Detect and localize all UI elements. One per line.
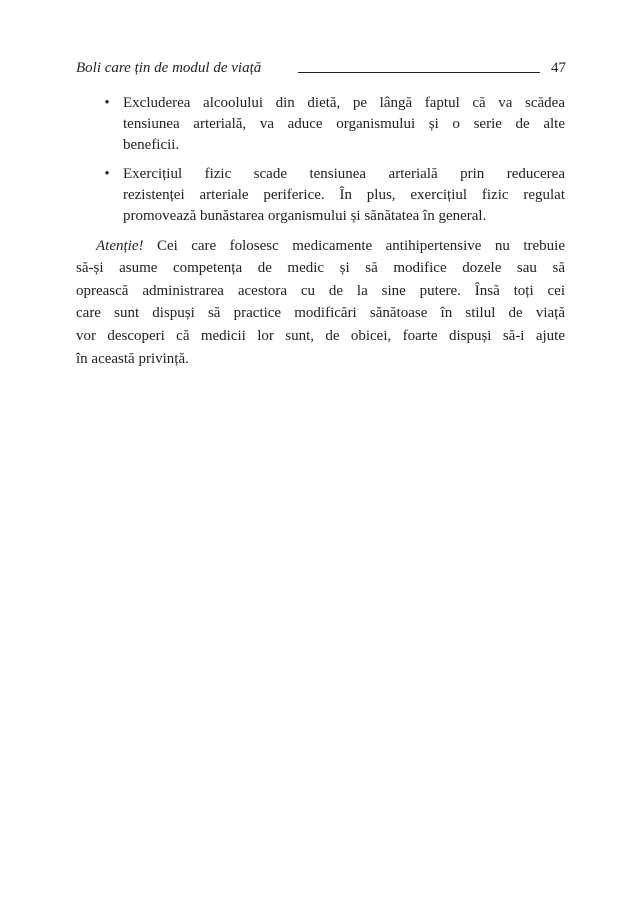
text-line: tensiunea arterială, va aduce organismului și o serie de alte bbox=[123, 115, 565, 132]
text-line: vor descoperi că medicii lor sunt, de obicei, foarte dispuși să-i ajute bbox=[76, 328, 565, 345]
text-line: promovează bunăstarea organismului și sănătatea în general. bbox=[123, 207, 487, 224]
bullet-marker: • bbox=[104, 165, 110, 182]
text-line bbox=[76, 235, 565, 258]
running-title: Boli care țin de modul de viață bbox=[76, 60, 262, 76]
page-number: 47 bbox=[551, 60, 566, 76]
text-line: oprească administrarea acestora cu de la sine putere. Însă toți cei bbox=[76, 282, 565, 299]
text-line-rest: Cei care folosesc medicamente antihipertensive nu trebuie bbox=[156, 237, 565, 254]
paragraph-lead: Atenție! bbox=[96, 237, 144, 254]
text-line: Exercițiul fizic scade tensiunea arterială prin reducerea bbox=[123, 165, 565, 182]
text-line: în această privință. bbox=[76, 350, 189, 367]
text-line: beneficii. bbox=[123, 136, 180, 153]
text-line: care sunt dispuși să practice modificări sănătoase în stilul de viață bbox=[76, 305, 565, 322]
text-line: să-și asume competența de medic și să modifice dozele sau să bbox=[76, 260, 565, 277]
bullet-item bbox=[123, 93, 565, 156]
bullet-marker: • bbox=[104, 94, 110, 111]
body-paragraph bbox=[76, 235, 565, 371]
bullet-item bbox=[123, 164, 565, 227]
text-line: Excluderea alcoolului din dietă, pe lângă faptul că va scădea bbox=[123, 94, 565, 111]
text-line: rezistenței arteriale periferice. În plus, exercițiul fizic regulat bbox=[123, 186, 565, 203]
header-rule bbox=[298, 72, 540, 73]
